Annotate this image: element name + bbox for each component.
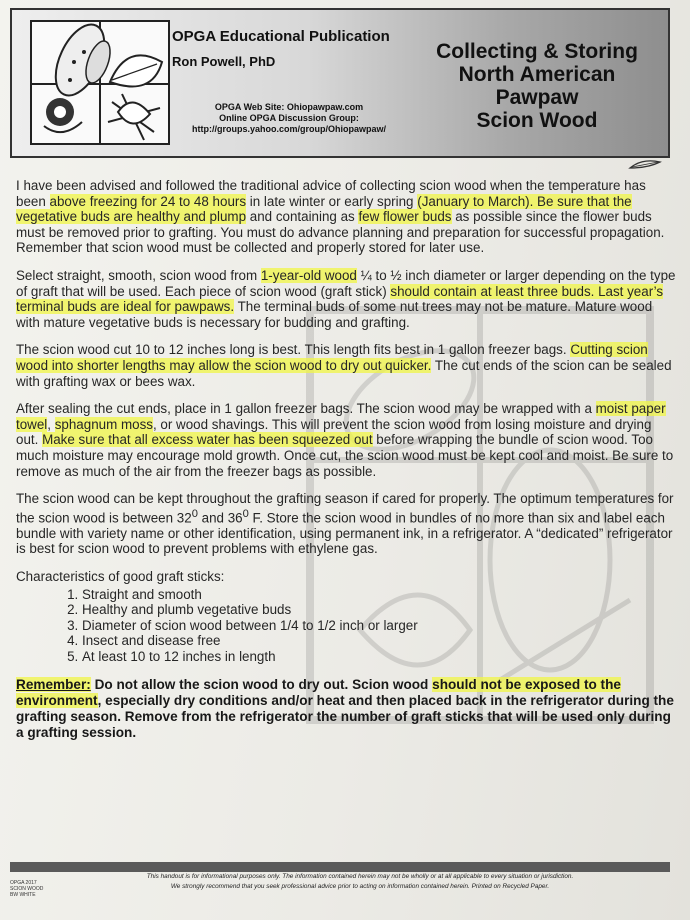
text-run: and 36 bbox=[197, 510, 243, 526]
degree-mark: 0 bbox=[242, 507, 249, 520]
remember-label: Remember: bbox=[16, 676, 91, 692]
disclaimer-line-1: This handout is for informational purposes only. The information contained herein may not be wholly or at all applicable to every situation or jurisdiction. bbox=[146, 873, 574, 880]
highlighted-text: moist paper towel bbox=[16, 401, 666, 432]
highlighted-text: (January to March). Be sure that the vegetative buds are healthy and plump bbox=[16, 193, 632, 225]
highlighted-text: 1-year-old wood bbox=[260, 267, 357, 283]
highlighted-text: should contain at least three buds. Last year’s terminal buds are ideal for pawpaws. bbox=[16, 283, 664, 315]
document-title bbox=[407, 40, 667, 132]
publication-header bbox=[10, 8, 670, 158]
degree-mark: 0 bbox=[191, 507, 198, 520]
text-run: as possible since the flower buds must be removed prior to grafting. You must do advance planning and preparation for successful propagation. Remember that scion wood must be collected and properly stored for later use. bbox=[16, 209, 665, 256]
text-run: and containing as bbox=[246, 209, 359, 225]
paragraph-selecting-wood bbox=[16, 268, 676, 330]
footer-id-line: OPGA 2017 bbox=[10, 880, 37, 886]
text-run: F. Store the scion wood in bundles of no more than six and label each bundle with variety name or other identification, using permanent ink, in a refrigerator. A “dedicated” refrigerator is best for scion wood to prevent problems with ethylene gas. bbox=[16, 510, 673, 557]
list-item: 5. At least 10 to 12 inches in length bbox=[82, 649, 676, 665]
title-line-3: Pawpaw bbox=[495, 86, 579, 109]
footer-id-line: SCION WOOD bbox=[10, 886, 44, 892]
opga-logo bbox=[30, 20, 170, 145]
highlighted-text: above freezing for 24 to 48 hours bbox=[49, 193, 247, 209]
highlighted-text: sphagnum moss bbox=[54, 416, 153, 432]
article-body bbox=[16, 178, 676, 741]
list-item: 3. Diameter of scion wood between 1/4 to 1/2 inch or larger bbox=[82, 618, 676, 634]
pawpaw-logo-icon bbox=[32, 22, 168, 143]
footer-id-line: BW WHITE bbox=[10, 892, 36, 898]
text-run: before wrapping the bundle of scion wood. Too much moisture may encourage mold growth. Once cut, the scion wood must be kept cool and moist. Be sure to remove as much of the air from the freezer bags as possible. bbox=[16, 432, 674, 479]
characteristics-list bbox=[16, 587, 676, 665]
text-run: The terminal buds of some nut trees may not be mature. Mature wood with mature vegetative buds is necessary for budding and grafting. bbox=[16, 299, 653, 330]
text-run: in late winter or early spring bbox=[246, 193, 418, 209]
footer-disclaimer bbox=[90, 872, 630, 892]
group-url: http://groups.yahoo.com/group/Ohiopawpaw/ bbox=[192, 124, 386, 134]
disclaimer-line-2: We strongly recommend that you seek professional advice prior to acting on information contained herein. Printed on Recycled Paper. bbox=[170, 883, 550, 890]
paragraph-bagging bbox=[16, 401, 676, 479]
paragraph-storage-temperature bbox=[16, 491, 676, 557]
text-run: The scion wood can be kept throughout the grafting season if cared for properly. The optimum temperatures for the scion wood is between 32 bbox=[16, 491, 674, 526]
highlighted-text: few flower buds bbox=[358, 209, 452, 225]
highlighted-text: should not be exposed to the environment bbox=[16, 676, 621, 708]
title-line-1: Collecting & Storing bbox=[436, 40, 638, 63]
text-run: The cut ends of the scion can be sealed with grafting wax or bees wax. bbox=[16, 357, 672, 389]
text-run: ¼ to ½ inch diameter or larger depending on the type of graft that will be used. Each piece of scion wood (graft stick) bbox=[16, 267, 676, 299]
text-run: , or wood shavings. This will prevent the scion wood from losing moisture and drying out. bbox=[16, 416, 652, 448]
text-run: After sealing the cut ends, place in 1 gallon freezer bags. The scion wood may be wrapped with a bbox=[16, 401, 596, 417]
discussion-group-line: Online OPGA Discussion Group: bbox=[219, 113, 359, 123]
contact-info bbox=[174, 102, 404, 135]
title-line-4: Scion Wood bbox=[476, 109, 598, 132]
highlighted-text: Cutting scion wood into shorter lengths may allow the scion wood to dry out quicker. bbox=[16, 342, 648, 373]
text-run: Do not allow the scion wood to dry out. Scion wood bbox=[90, 676, 433, 692]
paragraph-collecting-time bbox=[16, 178, 676, 256]
text-run: Select straight, smooth, scion wood from bbox=[16, 267, 261, 283]
text-run: I have been advised and followed the traditional advice of collecting scion wood when the temperature has been bbox=[16, 178, 646, 209]
footer-divider bbox=[10, 862, 670, 872]
list-item: 4. Insect and disease free bbox=[82, 633, 676, 649]
text-run: , especially dry conditions and/or heat and then placed back in the refrigerator during the grafting season. Remove from the refrigerator the number of graft sticks that will be used only during a grafting session. bbox=[16, 692, 674, 740]
author-name: Ron Powell, PhD bbox=[172, 54, 276, 69]
website-line: OPGA Web Site: Ohiopawpaw.com bbox=[214, 102, 364, 112]
list-item: 2. Healthy and plumb vegetative buds bbox=[82, 602, 676, 618]
footer-document-id bbox=[10, 880, 43, 898]
title-line-2: North American bbox=[458, 63, 616, 86]
organization-title: OPGA Educational Publication bbox=[172, 28, 390, 45]
feather-icon bbox=[628, 158, 662, 172]
highlighted-text: Make sure that all excess water has been squeezed out bbox=[42, 432, 373, 448]
list-item: 1. Straight and smooth bbox=[82, 587, 676, 603]
remember-note bbox=[16, 677, 676, 741]
text-run: , bbox=[47, 416, 55, 432]
paragraph-cutting-length bbox=[16, 342, 676, 389]
text-run: The scion wood cut 10 to 12 inches long is best. This length fits best in 1 gallon freezer bags. bbox=[16, 342, 571, 358]
characteristics-heading: Characteristics of good graft sticks: bbox=[16, 568, 225, 584]
